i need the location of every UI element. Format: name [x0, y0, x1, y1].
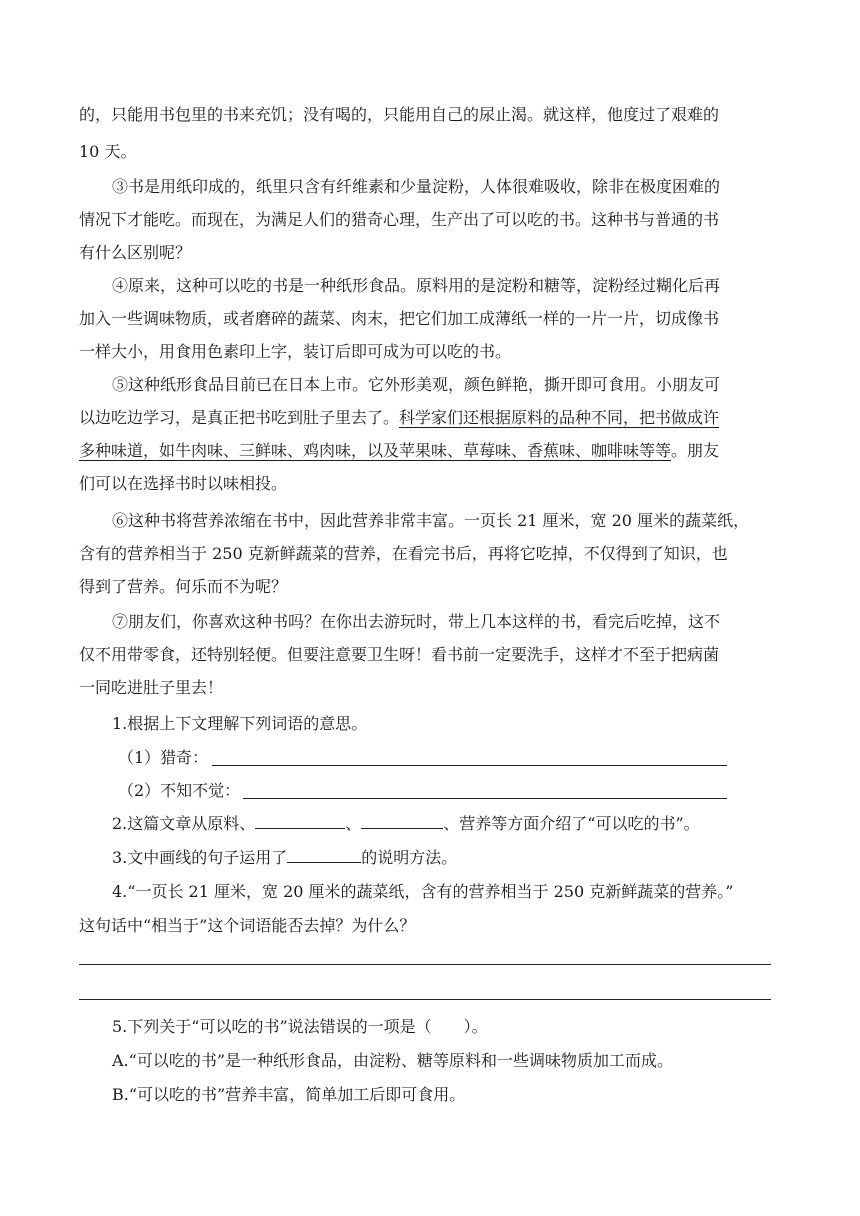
q4-line-2: 这句话中“相当于”这个词语能否去掉？为什么？ [79, 916, 416, 935]
q3-part2: 的说明方法。 [361, 848, 458, 867]
p6-line-3: 得到了营养。何乐而不为呢？ [79, 577, 288, 596]
p4-line-3: 一样大小，用食用色素印上字，装订后即可成为可以吃的书。 [79, 342, 512, 361]
p4-line-2: 加入一些调味物质，或者磨碎的蔬菜、肉末，把它们加工成薄纸一样的一片一片，切成像书 [79, 309, 720, 328]
q3-part1: 3.文中画线的句子运用了 [112, 848, 288, 867]
underlined-sentence-part-2: 多种味道，如牛肉味、三鲜味、鸡肉味，以及苹果味、草莓味、香蕉味、咖啡味等等 [79, 441, 672, 460]
q1-b-answer-line[interactable] [243, 798, 727, 799]
q3 [112, 848, 457, 868]
p2-line-1: 的，只能用书包里的书来充饥；没有喝的，只能用自己的尿止渴。就这样，他度过了艰难的 [79, 105, 720, 124]
p5-line-4: 们可以在选择书时以味相投。 [79, 474, 288, 493]
p6-line-2: 含有的营养相当于 250 克新鲜蔬菜的营养，在看完书后，再将它吃掉，不仅得到了知识，也 [79, 544, 728, 563]
q2-blank-1[interactable] [255, 814, 345, 829]
p3-line-2: 情况下才能吃。而现在，为满足人们的猎奇心理，生产出了可以吃的书。这种书与普通的书 [79, 210, 720, 229]
underlined-sentence-part-1: 科学家们还根据原料的品种不同，把书做成许 [399, 408, 720, 427]
q3-blank[interactable] [287, 848, 361, 863]
q4-answer-line-2[interactable] [79, 999, 771, 1000]
q2-part1: 2.这篇文章从原料、 [112, 814, 256, 833]
p6-line-1: ⑥这种书将营养浓缩在书中，因此营养非常丰富。一页长 21 厘米，宽 20 厘米的蔬菜纸， [112, 511, 750, 530]
q1-a-answer-line[interactable] [212, 765, 727, 766]
p2-line-2: 10 天。 [79, 142, 137, 161]
p5-line-3 [79, 441, 719, 461]
p3-line-3: 有什么区别呢？ [79, 243, 192, 262]
p5-line-1: ⑤这种纸形食品目前已在日本上市。它外形美观，颜色鲜艳，撕开即可食用。小朋友可 [112, 375, 721, 394]
q2-blank-2[interactable] [361, 814, 443, 829]
q2-part2: 、营养等方面介绍了“可以吃的书”。 [443, 814, 700, 833]
q5-stem: 5.下列关于“可以吃的书”说法错误的一项是（ ）。 [112, 1017, 488, 1036]
p3-line-1: ③书是用纸印成的，纸里只含有纤维素和少量淀粉，人体很难吸收，除非在极度困难的 [112, 177, 721, 196]
q1-stem: 1.根据上下文理解下列词语的意思。 [112, 714, 368, 733]
p5-line-3-plain: 。朋友 [671, 441, 720, 460]
p4-line-1: ④原来，这种可以吃的书是一种纸形食品。原料用的是淀粉和糖等，淀粉经过糊化后再 [112, 276, 721, 295]
q2-sep: 、 [345, 814, 362, 833]
q1-a-label: （1）猎奇： [118, 748, 209, 767]
q1-b-label: （2）不知不觉： [118, 781, 241, 800]
p5-line-2-plain: 以边吃边学习，是真正把书吃到肚子里去了。 [79, 408, 400, 427]
q5-option-b: B.“可以吃的书”营养丰富，简单加工后即可食用。 [112, 1085, 466, 1104]
q4-answer-line-1[interactable] [79, 964, 771, 965]
q5-option-a: A.“可以吃的书”是一种纸形食品，由淀粉、糖等原料和一些调味物质加工而成。 [112, 1051, 674, 1070]
q2 [112, 814, 700, 834]
q4-line-1: 4.“一页长 21 厘米，宽 20 厘米的蔬菜纸，含有的营养相当于 250 克新鲜蔬菜的营养。” [112, 882, 734, 901]
p7-line-3: 一同吃进肚子里去！ [79, 678, 224, 697]
p5-line-2 [79, 408, 719, 428]
p7-line-1: ⑦朋友们，你喜欢这种书吗？在你出去游玩时，带上几本这样的书，看完后吃掉，这不 [112, 612, 721, 631]
p7-line-2: 仅不用带零食，还特别轻便。但要注意要卫生呀！看书前一定要洗手，这样才不至于把病菌 [79, 645, 720, 664]
